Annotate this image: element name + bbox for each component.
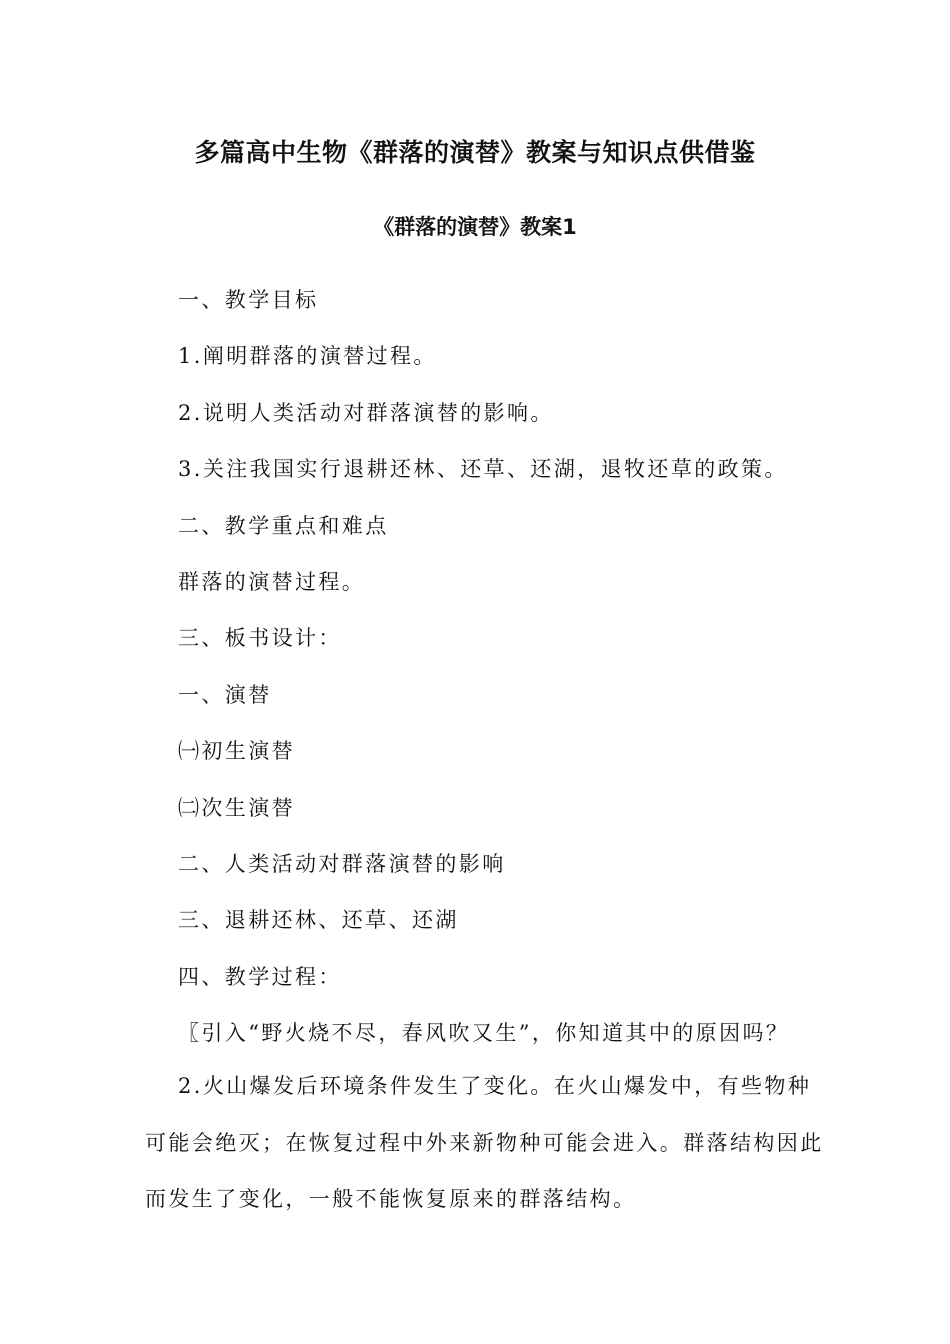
process-intro: 〖引入“野火烧不尽，春风吹又生”，你知道其中的原因吗？ xyxy=(178,1021,790,1045)
section-heading-objectives: 一、教学目标 xyxy=(178,288,319,312)
section-heading-key-points: 二、教学重点和难点 xyxy=(178,514,389,538)
document-title: 多篇高中生物《群落的演替》教案与知识点供借鉴 xyxy=(194,138,756,167)
board-item-human-impact: 二、人类活动对群落演替的影响 xyxy=(178,852,506,876)
objective-item-3: 3.关注我国实行退耕还林、还草、还湖，退牧还草的政策。 xyxy=(178,457,788,481)
board-subitem-primary: ㈠初生演替 xyxy=(178,739,295,763)
document-subtitle: 《群落的演替》教案1 xyxy=(373,215,577,239)
board-item-return-farmland: 三、退耕还林、还草、还湖 xyxy=(178,908,459,932)
section-heading-process: 四、教学过程： xyxy=(178,965,342,989)
key-point-text: 群落的演替过程。 xyxy=(178,570,366,594)
board-item-succession: 一、演替 xyxy=(178,683,272,707)
objective-item-1: 1.阐明群落的演替过程。 xyxy=(178,344,437,368)
board-subitem-secondary: ㈡次生演替 xyxy=(178,796,295,820)
process-paragraph: 2.火山爆发后环境条件发生了变化。在火山爆发中，有些物种可能会绝灭；在恢复过程中外来新物种可能会进入。群落结构因此而发生了变化，一般不能恢复原来的群落结构。 xyxy=(145,1074,824,1211)
section-heading-board-design: 三、板书设计： xyxy=(178,626,342,650)
objective-item-2: 2.说明人类活动对群落演替的影响。 xyxy=(178,401,554,425)
